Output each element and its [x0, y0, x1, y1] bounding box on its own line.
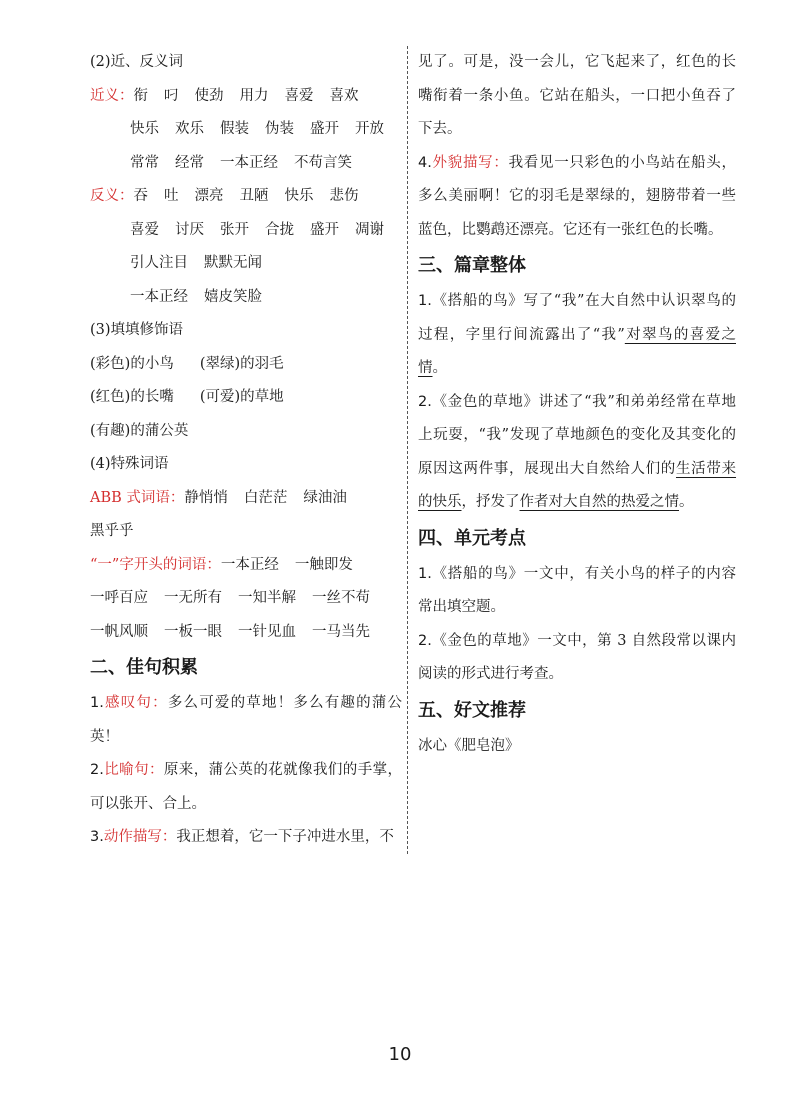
sentence-text: 我正想着，它一下子冲进水里，不 [176, 829, 394, 845]
item-text: 《搭船的鸟》写了“我”在大自然中认识翠鸟的过程，字里行间流露出了“我” [418, 293, 736, 343]
structure-item-2 [418, 386, 736, 520]
underlined-answer: 生活带来的快乐 [418, 460, 737, 510]
word: 张开 [220, 221, 249, 238]
word: 讨厌 [175, 221, 204, 238]
word: 吞 [133, 188, 148, 204]
word: 引人注目 [130, 255, 188, 271]
item-text: 《搭船的鸟》一文中，有关小鸟的样子的内容常出填空题。 [418, 565, 736, 615]
word: 一帆风顺 [90, 623, 148, 640]
antonyms-row-1 [90, 180, 402, 214]
recommended-reading: 冰心《肥皂泡》 [418, 737, 520, 754]
section-heading-exam-points [418, 520, 736, 558]
word: 喜爱 [130, 221, 159, 238]
exam-point-2 [418, 625, 736, 692]
phrase: (可爱)的草地 [199, 389, 284, 405]
word: 一知半解 [238, 590, 296, 606]
section-number: 三、 [418, 255, 454, 276]
word: 一丝不苟 [312, 590, 370, 606]
word: 用力 [239, 87, 269, 104]
word: 假装 [220, 121, 249, 137]
item-text: ，抒发了 [461, 494, 520, 510]
word: 盛开 [310, 221, 339, 238]
word: 漂亮 [194, 188, 224, 204]
synonyms-row-1 [90, 80, 402, 114]
section-number: 四、 [418, 527, 454, 549]
yi-row-1 [90, 549, 402, 583]
synonyms-row-3 [90, 147, 402, 181]
sentence-item-3-continued: 见了。可是，没一会儿，它飞起来了，红色的长嘴衔着一条小鱼。它站在船头，一口把小鱼吞了下去。 [418, 54, 736, 137]
word: 盛开 [310, 121, 339, 137]
phrase: (有趣)的蒲公英 [90, 422, 189, 439]
synonyms-row-2 [90, 113, 402, 147]
page-number: 10 [388, 1044, 412, 1065]
modifiers-row-1 [90, 348, 402, 382]
word: 默默无闻 [204, 255, 262, 271]
antonyms-row-3 [90, 247, 402, 281]
sentence-item-4 [418, 147, 736, 248]
section-title: 篇章整体 [454, 255, 526, 276]
word: 一本正经 [130, 288, 188, 305]
item-text: 《金色的草地》一文中，第 3 自然段常以课内阅读的形式进行考查。 [418, 632, 736, 682]
sentence-type-label: 感叹句： [103, 695, 168, 711]
word: 使劲 [194, 87, 224, 104]
word: 一无所有 [164, 590, 222, 606]
item-number: 4. [418, 154, 432, 171]
column-divider [407, 46, 408, 854]
word: 绿油油 [303, 489, 347, 506]
antonyms-row-4 [90, 281, 402, 315]
phrase: (红色)的长嘴 [90, 389, 174, 405]
right-column [418, 46, 736, 763]
word: 白茫茫 [243, 489, 288, 506]
section-heading-recommended [418, 692, 736, 730]
sentence-type-label: 动作描写： [103, 829, 177, 845]
structure-item-1 [418, 285, 736, 386]
section-title-modifiers: (3)填填修饰语 [90, 322, 184, 338]
word: 常常 [130, 154, 159, 171]
word: 叼 [164, 87, 179, 104]
modifiers-row-2 [90, 381, 402, 415]
abb-row-2: 黑乎乎 [90, 523, 134, 539]
sentence-text: 多么可爱的草地！多么有趣的蒲公英！ [90, 695, 403, 745]
section-title: 佳句积累 [126, 657, 198, 678]
word: 凋谢 [355, 221, 384, 238]
item-text: 。 [679, 494, 694, 510]
sentence-item-3 [90, 821, 402, 855]
section-title: 单元考点 [454, 527, 526, 549]
underlined-answer: 对翠鸟的喜爱之情 [418, 326, 736, 376]
section-title-special-words: (4)特殊词语 [90, 456, 169, 472]
word: 喜爱 [284, 87, 314, 104]
word: 悲伤 [329, 188, 359, 204]
yi-row-2 [90, 582, 402, 616]
word: 一本正经 [220, 556, 279, 573]
modifiers-row-3 [90, 415, 402, 449]
word: 伪装 [265, 121, 294, 137]
word: 一触即发 [294, 556, 353, 573]
word: 一板一眼 [164, 623, 222, 640]
sentence-item-2 [90, 754, 402, 821]
word: 一呼百应 [90, 590, 148, 606]
underlined-answer: 作者对大自然的热爱之情 [519, 494, 679, 510]
yi-label: “一”字开头的词语： [90, 556, 221, 573]
phrase: (翠绿)的羽毛 [199, 355, 284, 372]
item-number: 3. [90, 829, 104, 845]
sentence-item-1 [90, 687, 402, 754]
item-number: 2. [90, 762, 104, 778]
word: 开放 [355, 121, 384, 137]
word: 喜欢 [329, 87, 359, 104]
antonyms-row-2 [90, 214, 402, 248]
item-text: 。 [432, 360, 447, 376]
item-text: 《金色的草地》讲述了“我”和弟弟经常在草地上玩耍，“我”发现了草地颜色的变化及其变化的原因这两件事，展现出大自然给人们的 [418, 393, 736, 477]
word: 欢乐 [175, 121, 204, 137]
word: 快乐 [284, 188, 314, 204]
yi-row-3 [90, 616, 402, 650]
antonym-label: 反义： [90, 188, 134, 204]
word: 静悄悄 [184, 489, 228, 506]
section-heading-structure [418, 247, 736, 285]
section-heading-sentences [90, 649, 402, 687]
section-number: 五、 [418, 699, 454, 721]
exam-point-1 [418, 558, 736, 625]
item-number: 1. [418, 293, 432, 309]
word: 快乐 [130, 121, 159, 137]
word: 吐 [164, 188, 179, 204]
sentence-text: 原来，蒲公英的花就像我们的手掌，可以张开、合上。 [90, 762, 403, 812]
abb-row-1 [90, 482, 402, 516]
word: 丑陋 [239, 188, 269, 204]
section-number: 二、 [90, 657, 126, 678]
sentence-type-label: 外貌描写： [431, 154, 509, 171]
sentence-type-label: 比喻句： [103, 762, 164, 778]
word: 不苟言笑 [294, 154, 352, 171]
phrase: (彩色)的小鸟 [90, 355, 174, 372]
word: 一针见血 [238, 623, 296, 640]
item-number: 1. [418, 565, 432, 582]
word: 合拢 [265, 221, 294, 238]
word: 一本正经 [220, 154, 278, 171]
word: 一马当先 [312, 623, 370, 640]
abb-label: ABB 式词语： [90, 489, 185, 506]
word: 嬉皮笑脸 [204, 288, 262, 305]
sentence-text: 我看见一只彩色的小鸟站在船头，多么美丽啊！它的羽毛是翠绿的，翅膀带着一些蓝色，比鹦鹉还漂亮。它还有一张红色的长嘴。 [418, 154, 737, 238]
section-title-synonyms: (2)近、反义词 [90, 54, 184, 70]
section-title: 好文推荐 [454, 699, 526, 721]
item-number: 2. [418, 393, 432, 410]
item-number: 2. [418, 632, 432, 649]
left-column [90, 46, 402, 855]
word: 衔 [133, 87, 148, 104]
synonym-label: 近义： [90, 87, 134, 104]
item-number: 1. [90, 695, 104, 711]
word: 经常 [175, 154, 204, 171]
